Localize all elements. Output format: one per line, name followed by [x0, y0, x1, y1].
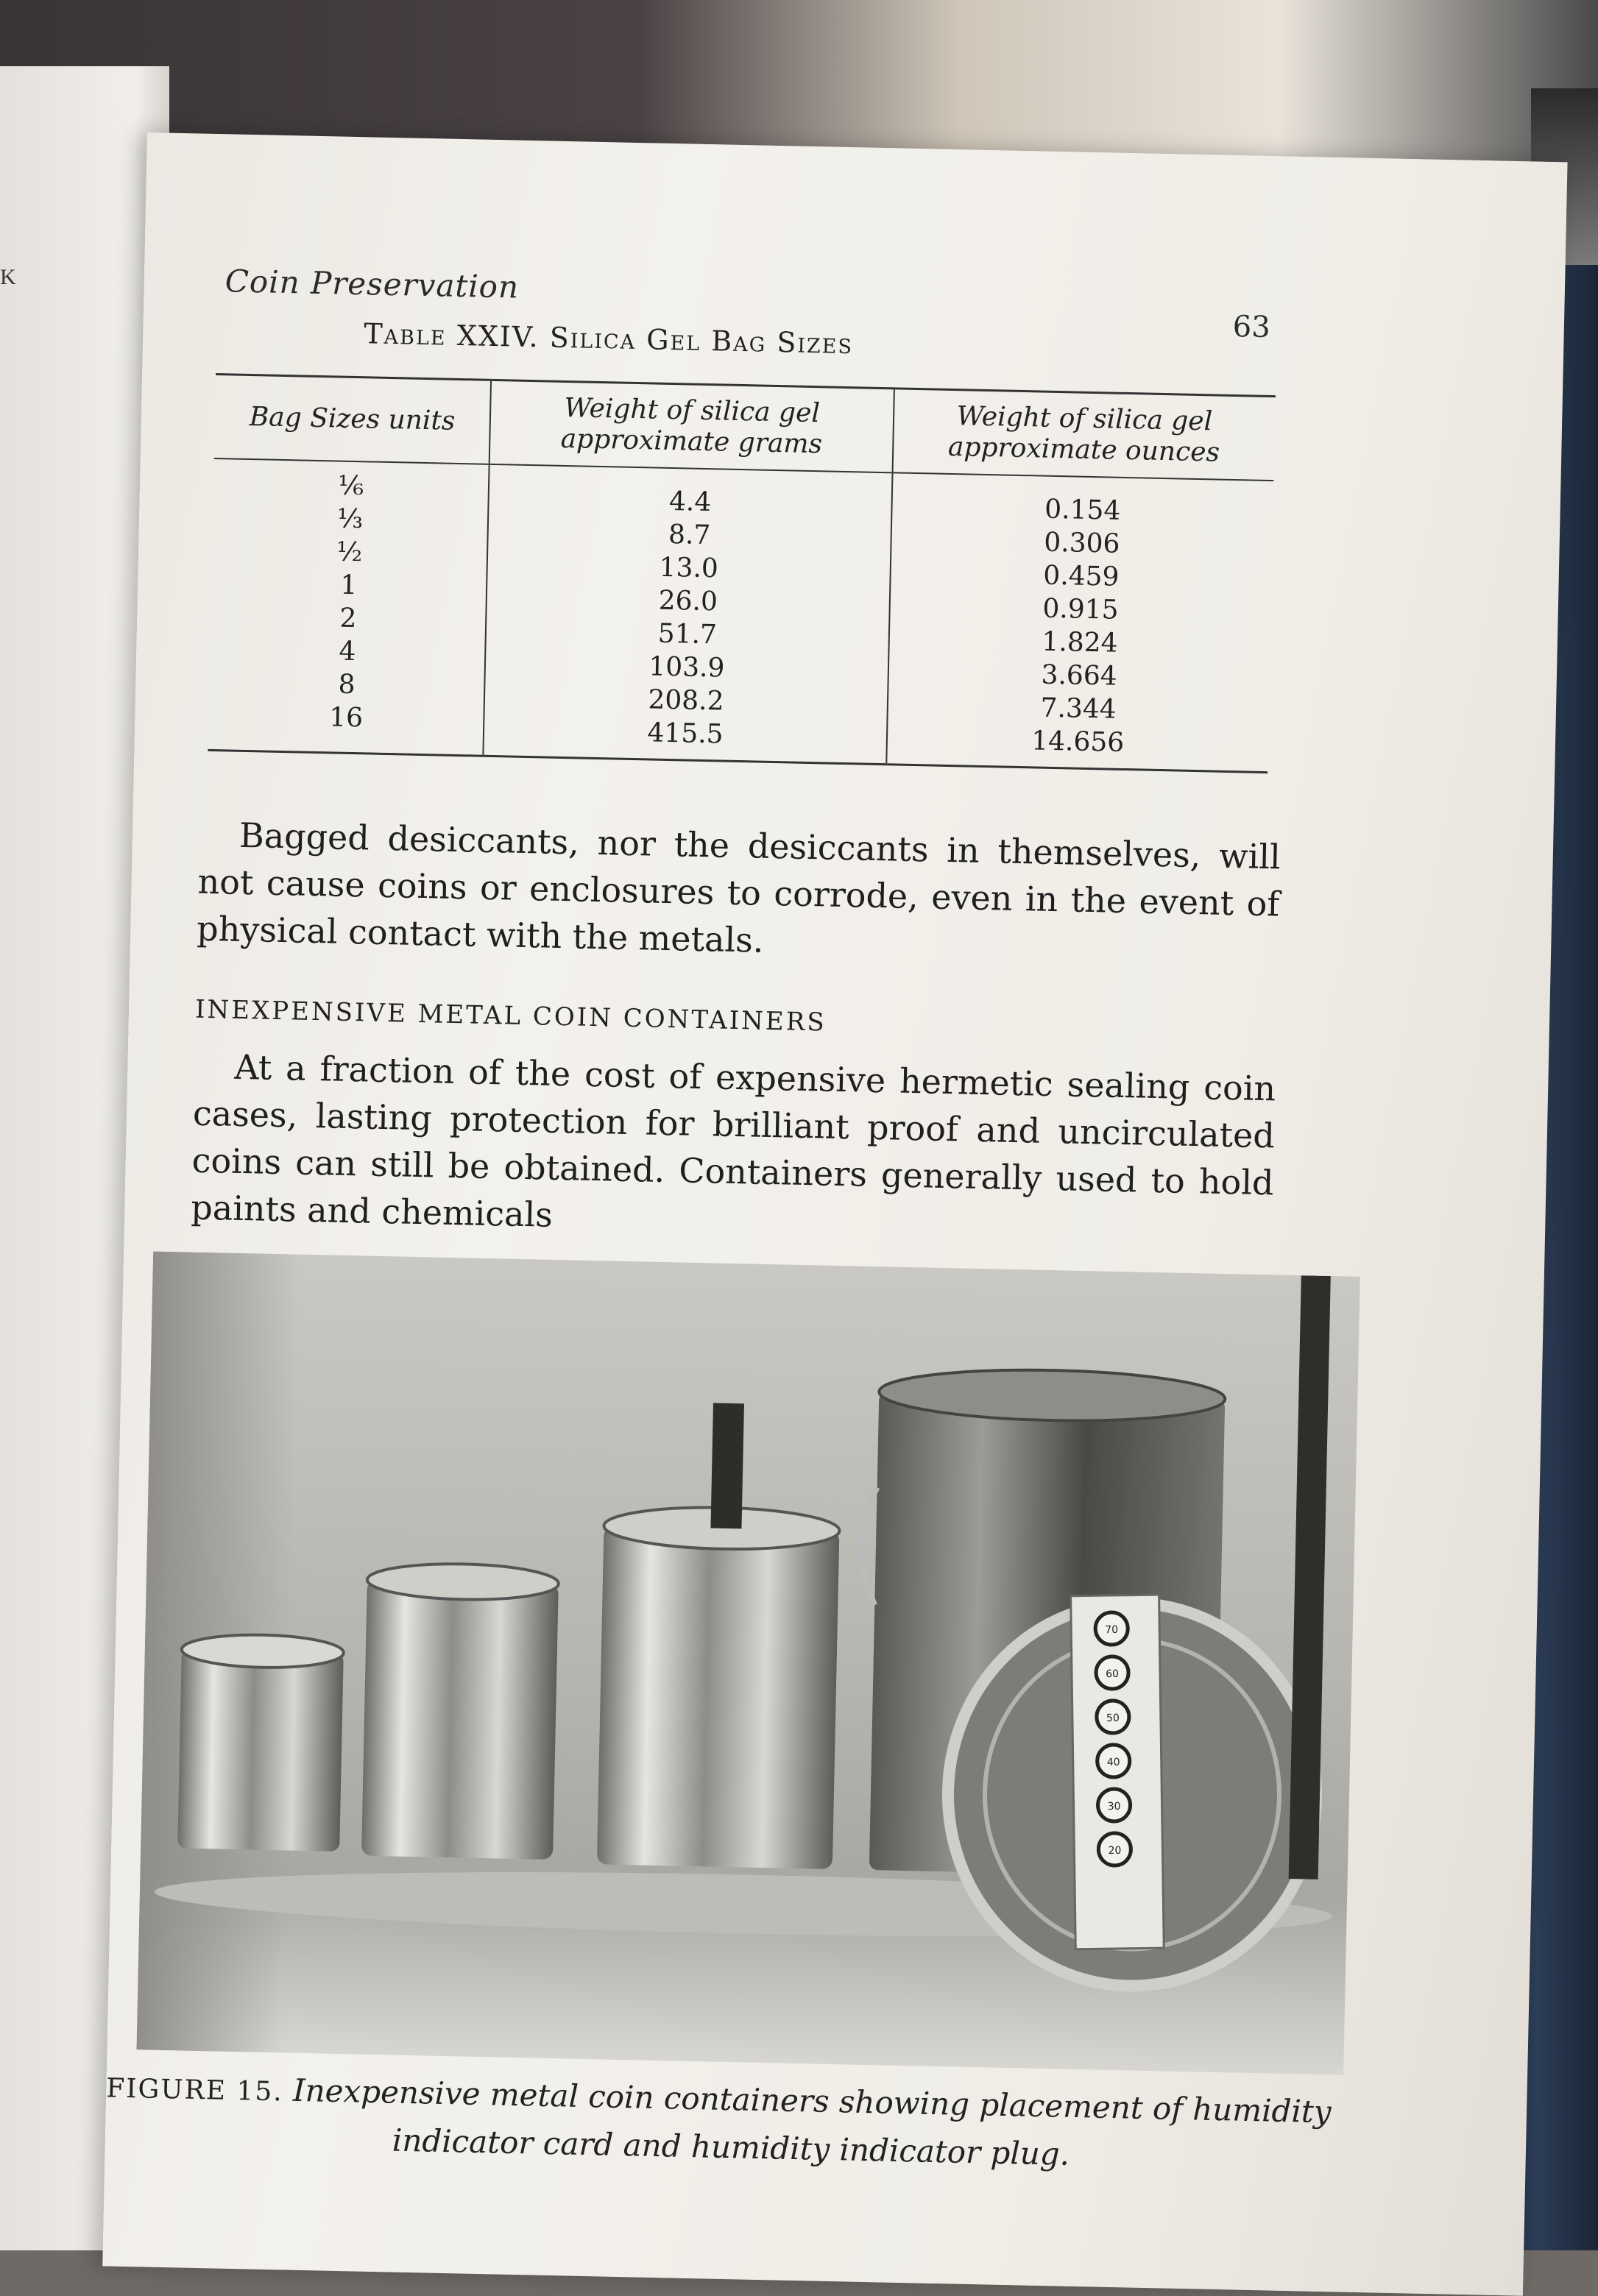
- small-tin: [177, 1633, 344, 1852]
- bag-size-value: ⅙: [337, 470, 364, 502]
- card-label: 50: [1106, 1712, 1120, 1725]
- header-ounces: Weight of silica gel approximate ounces: [892, 389, 1276, 481]
- caption-label: FIGURE 15.: [105, 2073, 284, 2108]
- card-label: 70: [1105, 1623, 1119, 1637]
- table-title: Table XXIV. Silica Gel Bag Sizes: [363, 317, 854, 361]
- page-number: 63: [1232, 309, 1271, 345]
- grams-value: 208.2: [648, 684, 724, 717]
- header-grams: Weight of silica gel approximate grams: [489, 380, 894, 472]
- header-bag-sizes: Bag Sizes units: [214, 375, 492, 464]
- grams-value: 103.9: [648, 651, 725, 684]
- book-page: [102, 132, 1567, 2296]
- grams-value: 8.7: [668, 519, 711, 551]
- paragraph-containers: At a fraction of the cost of expensive hermetic sealing coin cases, lasting protection for brilliant proof and uncirculated coins can still be obtained. Containers generally used to hold paints and chemicals: [190, 1046, 1276, 1235]
- background-post: [1289, 1275, 1331, 1879]
- card-label: 40: [1106, 1756, 1120, 1769]
- humidity-indicator-card: [1071, 1595, 1164, 1949]
- bag-size-value: ⅓: [336, 503, 364, 535]
- running-head: Coin Preservation: [225, 263, 520, 305]
- bag-size-value: 4: [339, 636, 356, 667]
- bag-size-value: 16: [328, 702, 364, 734]
- ounces-value: 7.344: [1040, 692, 1117, 725]
- grams-value: 26.0: [658, 585, 718, 617]
- figure-photo: [136, 1252, 1360, 2075]
- column-ounces: [886, 472, 1274, 772]
- grams-value: 13.0: [659, 552, 719, 584]
- ounces-value: 0.915: [1042, 593, 1119, 626]
- column-bag-sizes: [208, 458, 489, 756]
- left-page-edge-text: K: [0, 265, 16, 289]
- bag-size-value: 2: [339, 603, 357, 634]
- ounces-value: 0.459: [1042, 560, 1120, 592]
- grams-value: 51.7: [657, 618, 718, 651]
- figure-caption: [105, 2063, 1357, 2183]
- medium-tin: [361, 1562, 559, 1860]
- paragraph-desiccants: Bagged desiccants, nor the desiccants in themselves, will not cause coins or enclosures to corrode, even in the event of physical contact with the metals.: [196, 815, 1281, 960]
- card-label: 20: [1108, 1844, 1122, 1857]
- ounces-value: 1.824: [1042, 626, 1118, 659]
- bag-size-value: 1: [339, 570, 358, 601]
- ounces-value: 0.306: [1043, 527, 1120, 559]
- grams-value: 4.4: [668, 486, 712, 518]
- grams-value: 415.5: [647, 718, 724, 750]
- bag-size-value: ½: [336, 536, 363, 568]
- caption-line-2: indicator card and humidity indicator plug.: [392, 2122, 1070, 2172]
- ounces-value: 3.664: [1041, 659, 1118, 692]
- column-grams: [484, 464, 892, 765]
- humidity-indicator-plug: [710, 1403, 744, 1528]
- caption-line-1: Inexpensive metal coin containers showing placement of humidity: [292, 2072, 1332, 2130]
- card-label: 60: [1106, 1668, 1120, 1681]
- silica-gel-table: [208, 373, 1275, 773]
- section-heading: INEXPENSIVE METAL COIN CONTAINERS: [194, 994, 827, 1038]
- ounces-value: 0.154: [1044, 494, 1121, 526]
- ounces-value: 14.656: [1030, 726, 1125, 758]
- card-label: 30: [1107, 1800, 1121, 1813]
- bag-size-value: 8: [338, 669, 356, 701]
- tin-with-indicator-plug: [597, 1400, 842, 1869]
- metal-containers-illustration: [136, 1252, 1360, 2075]
